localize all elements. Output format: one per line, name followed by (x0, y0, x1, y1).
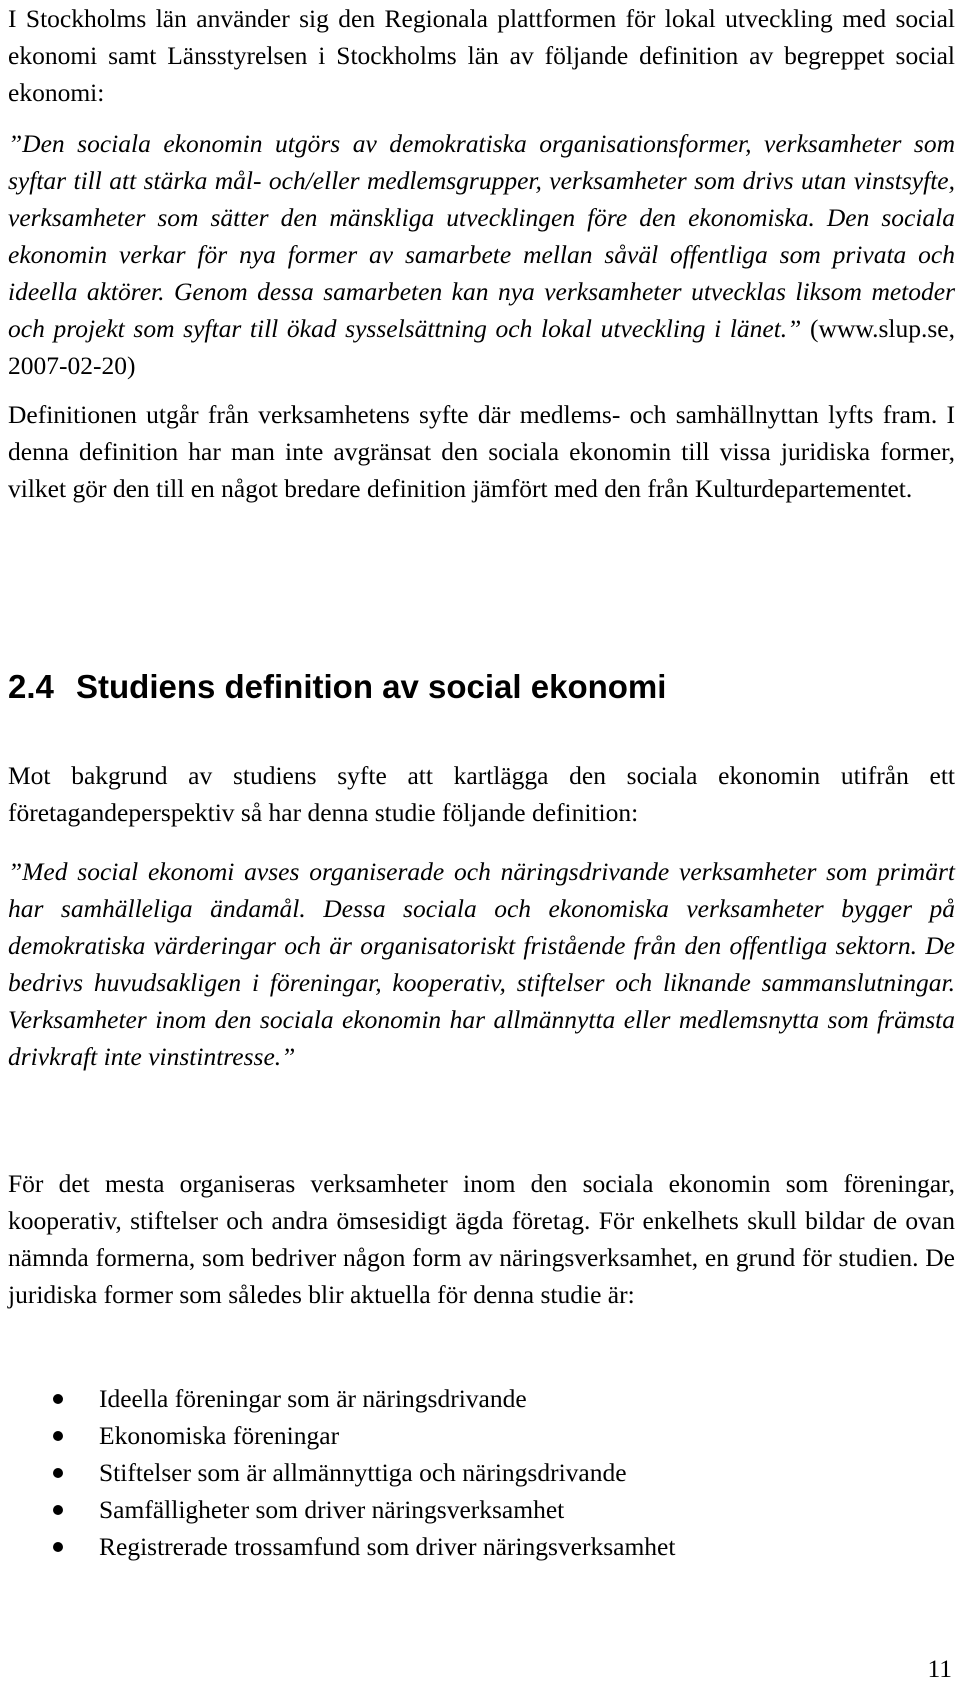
list-item (0, 1491, 960, 1528)
list-item-label: Registrerade trossamfund som driver näringsverksamhet (99, 1532, 676, 1561)
study-definition-quote: ”Med social ekonomi avses organiserade och näringsdrivande verksamheter som primärt har samhälleliga ändamål. Dessa sociala och ekonomiska verksamheter bygger på demokratiska värderingar och är organisatoriskt fristående från den offentliga sektorn. De bedrivs huvudsakligen i föreningar, kooperativ, stiftelser och liknande sammanslutningar. Verksamheter inom den sociala ekonomin har allmännytta eller medlemsnytta som främsta drivkraft inte vinstintresse.” (8, 857, 955, 1071)
bullet-icon (53, 1431, 63, 1441)
list-item-label: Samfälligheter som driver näringsverksamhet (99, 1495, 565, 1524)
list-item (0, 1528, 960, 1565)
list-item (0, 1454, 960, 1491)
bullet-icon (53, 1394, 63, 1404)
page-number: 11 (927, 1654, 952, 1683)
list-item (0, 1417, 960, 1454)
list-item-label: Ekonomiska föreningar (99, 1421, 340, 1450)
quote-source: (www.slup.se, 2007-02-20) (8, 314, 955, 380)
legal-forms-intro-paragraph: För det mesta organiseras verksamheter inom den sociala ekonomin som föreningar, kooperativ, stiftelser och andra ömsesidigt ägda företag. För enkelhets skull bildar de ovan nämnda formerna, som bedriver någon form av näringsverksamhet, en grund för studien. De juridiska former som således blir aktuella för denna studie är: (8, 1169, 955, 1309)
bullet-icon (53, 1468, 63, 1478)
quote-text: ”Den sociala ekonomin utgörs av demokratiska organisationsformer, verksamheter som syftar till att stärka mål- och/eller medlemsgrupper, verksamheter som drivs utan vinstsyfte, verksamheter som sätter den mänskliga utvecklingen före den ekonomiska. Den sociala ekonomin verkar för nya former av samarbete mellan såväl offentliga som privata och ideella aktörer. Genom dessa samarbeten kan nya verksamheter utvecklas liksom metoder och projekt som syftar till ökad sysselsättning och lokal utveckling i länet.” (8, 129, 955, 343)
bullet-icon (53, 1542, 63, 1552)
intro-paragraph: I Stockholms län använder sig den Regionala plattformen för lokal utveckling med social ekonomi samt Länsstyrelsen i Stockholms län av följande definition av begreppet social ekonomi: (8, 4, 955, 107)
list-item-label: Ideella föreningar som är näringsdrivande (99, 1384, 527, 1413)
bullet-icon (53, 1505, 63, 1515)
section-heading (8, 667, 666, 707)
section-title: Studiens definition av social ekonomi (76, 668, 667, 705)
section-number: 2.4 (8, 668, 54, 705)
quote-paragraph-slup (8, 125, 955, 384)
definition-comment-paragraph: Definitionen utgår från verksamhetens syfte där medlems- och samhällnyttan lyfts fram. I denna definition har man inte avgränsat den sociala ekonomin till vissa juridiska former, vilket gör den till en något bredare definition jämfört med den från Kulturdepartementet. (8, 400, 955, 503)
legal-forms-list (0, 1380, 960, 1565)
list-item-label: Stiftelser som är allmännyttiga och näringsdrivande (99, 1458, 627, 1487)
list-item (0, 1380, 960, 1417)
study-intro-paragraph: Mot bakgrund av studiens syfte att kartlägga den sociala ekonomin utifrån ett företagandeperspektiv så har denna studie följande definition: (8, 761, 955, 827)
